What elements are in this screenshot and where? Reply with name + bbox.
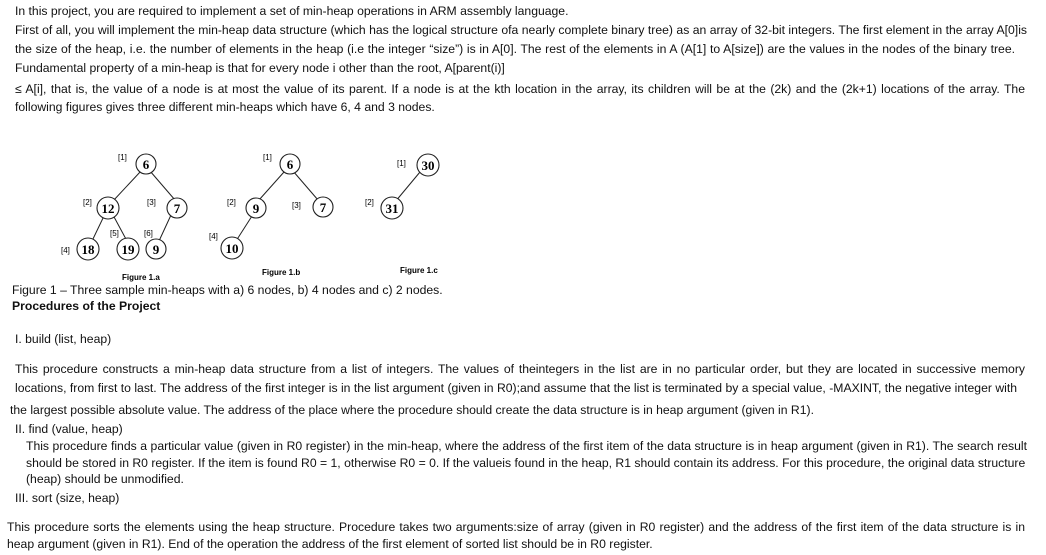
tree-a (61, 153, 187, 282)
node-value: 7 (319, 200, 327, 215)
node-value: 31 (385, 201, 399, 216)
intro-line-5: ≤ A[i], that is, the value of a node is at most the value of its parent. If a node is at the kth location in the array, its children will be at the (2k) and the (2k+1) locations of the array. The (15, 82, 1025, 96)
node-index: [2] (365, 198, 374, 207)
node-value: 9 (152, 242, 160, 257)
sort-heading: III. sort (size, heap) (15, 491, 120, 505)
node-value: 10 (225, 241, 239, 256)
build-line-1: This procedure constructs a min-heap data structure from a list of integers. The values of theintegers in the list are in no particular order, but they are located in successive memory (15, 362, 1025, 376)
node-value: 19 (121, 242, 135, 257)
heap-node (365, 197, 403, 219)
tree-b (209, 153, 333, 277)
node-index: [1] (263, 153, 272, 162)
heap-node (263, 153, 300, 174)
build-line-3: the largest possible absolute value. The address of the place where the procedure should create the data structure is in heap argument (given in R1). (10, 403, 814, 417)
node-value: 6 (142, 157, 150, 172)
node-value: 12 (101, 201, 115, 216)
heap-node (227, 198, 266, 218)
heap-node (118, 153, 156, 174)
figure-c-caption: Figure 1.c (400, 266, 438, 275)
node-index: [2] (83, 198, 92, 207)
node-value: 7 (173, 201, 181, 216)
node-value: 30 (421, 158, 435, 173)
node-value: 18 (81, 242, 95, 257)
build-heading: I. build (list, heap) (15, 332, 112, 346)
node-value: 9 (252, 201, 260, 216)
figure-a-caption: Figure 1.a (122, 273, 160, 282)
heap-node (209, 232, 243, 259)
build-line-2: locations, from first to last. The address of the first integer is in the list argument (given in R0);and assume that the list is terminated by a special value, -MAXINT, the negative integer with (15, 381, 1017, 395)
heap-figure (0, 145, 460, 285)
heap-node (110, 229, 139, 260)
find-line-2: should be stored in R0 register. If the item is found R0 = 1, otherwise R0 = 0. If the valueis found in the heap, R1 should contain its address. For this procedure, the original data structure (26, 456, 1026, 470)
node-index: [3] (147, 198, 156, 207)
find-line-1: This procedure finds a particular value (given in R0 register) in the min-heap, where the address of the first item of the data structure is in heap argument (given in R1). The search result (26, 439, 1027, 453)
sort-line-2: heap argument (given in R1). End of the operation the address of the first element of sorted list should be in R0 register. (7, 537, 653, 551)
node-index: [5] (110, 229, 119, 238)
intro-line-6: following figures gives three different min-heaps which have 6, 4 and 3 nodes. (15, 100, 435, 114)
intro-line-3: the size of the heap, i.e. the number of elements in the heap (i.e the integer “size”) is in A[0]. The rest of the elements in A (A[1] to A[size]) are the values in the nodes of the binary tree. (15, 42, 1015, 56)
sort-line-1: This procedure sorts the elements using the heap structure. Procedure takes two arguments:size of array (given in R0 register) and the address of the first item of the data structure is in (7, 520, 1025, 534)
node-index: [6] (144, 229, 153, 238)
heap-node (147, 198, 187, 218)
heap-node (292, 197, 333, 217)
node-index: [1] (118, 153, 127, 162)
intro-line-1: In this project, you are required to implement a set of min-heap operations in ARM assembly language. (15, 4, 569, 18)
node-value: 6 (286, 157, 294, 172)
node-index: [4] (61, 246, 70, 255)
find-heading: II. find (value, heap) (15, 422, 123, 436)
node-index: [2] (227, 198, 236, 207)
procedures-title: Procedures of the Project (12, 299, 161, 313)
intro-line-4: Fundamental property of a min-heap is that for every node i other than the root, A[parent(i)] (15, 61, 505, 75)
find-line-3: (heap) should be unmodified. (26, 472, 184, 486)
node-index: [3] (292, 201, 301, 210)
tree-c (365, 154, 439, 275)
heap-node (83, 197, 119, 219)
figure-b-caption: Figure 1.b (262, 268, 301, 277)
node-index: [1] (397, 159, 406, 168)
figure-caption: Figure 1 – Three sample min-heaps with a) 6 nodes, b) 4 nodes and c) 2 nodes. (12, 283, 443, 297)
heap-node (61, 238, 99, 260)
heap-node (397, 154, 439, 176)
node-index: [4] (209, 232, 218, 241)
intro-line-2: First of all, you will implement the min-heap data structure (which has the logical structure ofa nearly complete binary tree) as an array of 32-bit integers. The first element in the array A[0]is (15, 23, 1027, 37)
